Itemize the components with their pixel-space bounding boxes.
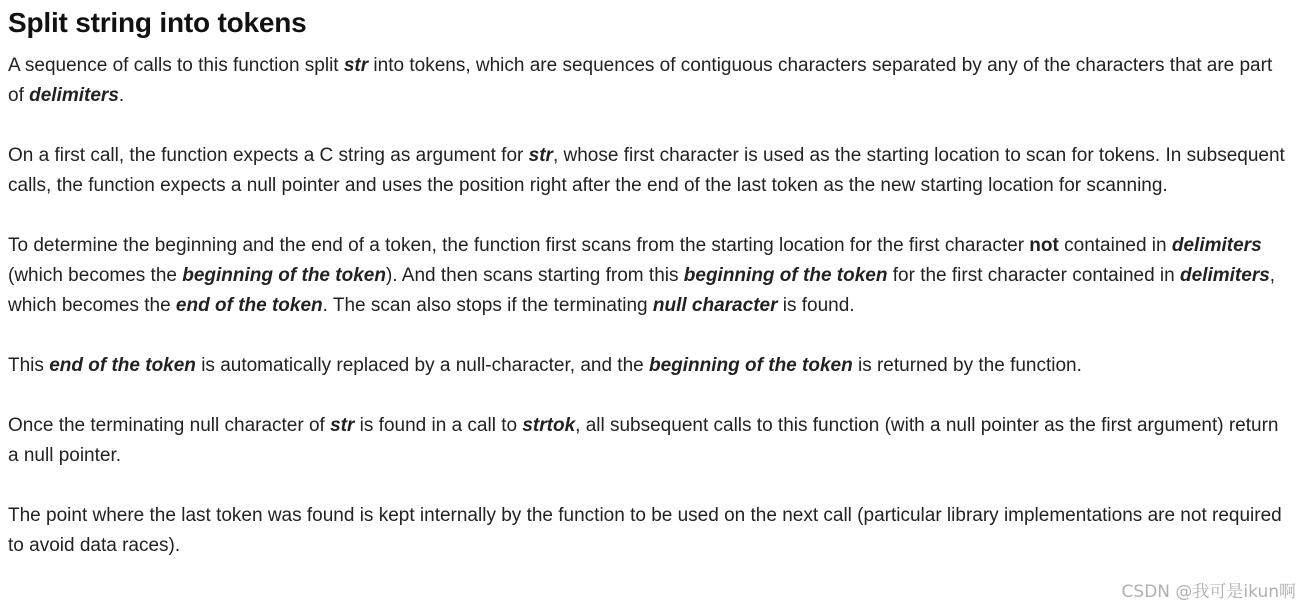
text-run: , whose first character is used as the starting location to scan for tokens. In subsequent calls, the function expects a null pointer and uses the position right after the end of the last token as the new starting location for scanning. — [8, 145, 1285, 196]
text-run: , which becomes the — [8, 265, 1276, 316]
text-run: , all subsequent calls to this function (with a null pointer as the first argument) return a null pointer. — [8, 415, 1279, 466]
emphasis-end-of-token: end of the token — [175, 295, 323, 316]
text-run: is found in a call to — [354, 415, 523, 436]
page-title: Split string into tokens — [8, 7, 307, 38]
text-run: into tokens, which are sequences of contiguous characters separated by any of the characters that are part of — [8, 55, 1273, 106]
text-run: contained in — [1058, 235, 1172, 256]
strong-not: not — [1029, 235, 1059, 256]
emphasis-null-character: null character — [652, 295, 778, 316]
paragraph-internal-state — [8, 501, 1293, 561]
text-run: is found. — [777, 295, 855, 316]
text-run: ). And then scans starting from this — [385, 265, 684, 286]
text-run: On a first call, the function expects a C string as argument for — [8, 145, 529, 166]
text-run: is automatically replaced by a null-character, and the — [195, 355, 649, 376]
paragraph-token-bounds — [8, 231, 1293, 321]
text-run: Once the terminating null character of — [8, 415, 331, 436]
text-run: To determine the beginning and the end of a token, the function first scans from the starting location for the first character — [8, 235, 1030, 256]
emphasis-beginning-of-token: beginning of the token — [649, 355, 853, 376]
paragraph-first-call — [8, 141, 1293, 201]
text-run: . — [118, 85, 125, 106]
emphasis-beginning-of-token: beginning of the token — [182, 265, 386, 286]
emphasis-str: str — [343, 55, 369, 76]
paragraph-end-replacement — [8, 351, 1293, 381]
emphasis-str: str — [330, 415, 355, 436]
emphasis-end-of-token: end of the token — [49, 355, 196, 376]
watermark: CSDN @我可是ikun啊 — [1121, 582, 1296, 602]
emphasis-delimiters: delimiters — [1171, 235, 1262, 256]
document-body — [8, 0, 1293, 561]
emphasis-strtok: strtok — [522, 415, 576, 436]
emphasis-delimiters: delimiters — [29, 85, 119, 106]
text-run: A sequence of calls to this function split — [8, 55, 344, 76]
text-run: for the first character contained in — [887, 265, 1181, 286]
emphasis-str: str — [528, 145, 553, 166]
paragraph-intro — [8, 51, 1293, 111]
emphasis-beginning-of-token: beginning of the token — [683, 265, 888, 286]
text-run: . The scan also stops if the terminating — [322, 295, 653, 316]
text-run: This — [8, 355, 50, 376]
text-run: (which becomes the — [8, 265, 183, 286]
text-run: The point where the last token was found is kept internally by the function to be used on the next call (particular library implementations are not required to avoid data races). — [8, 505, 1282, 556]
emphasis-delimiters: delimiters — [1180, 265, 1270, 286]
text-run: is returned by the function. — [852, 355, 1082, 376]
paragraph-subsequent-calls — [8, 411, 1293, 471]
